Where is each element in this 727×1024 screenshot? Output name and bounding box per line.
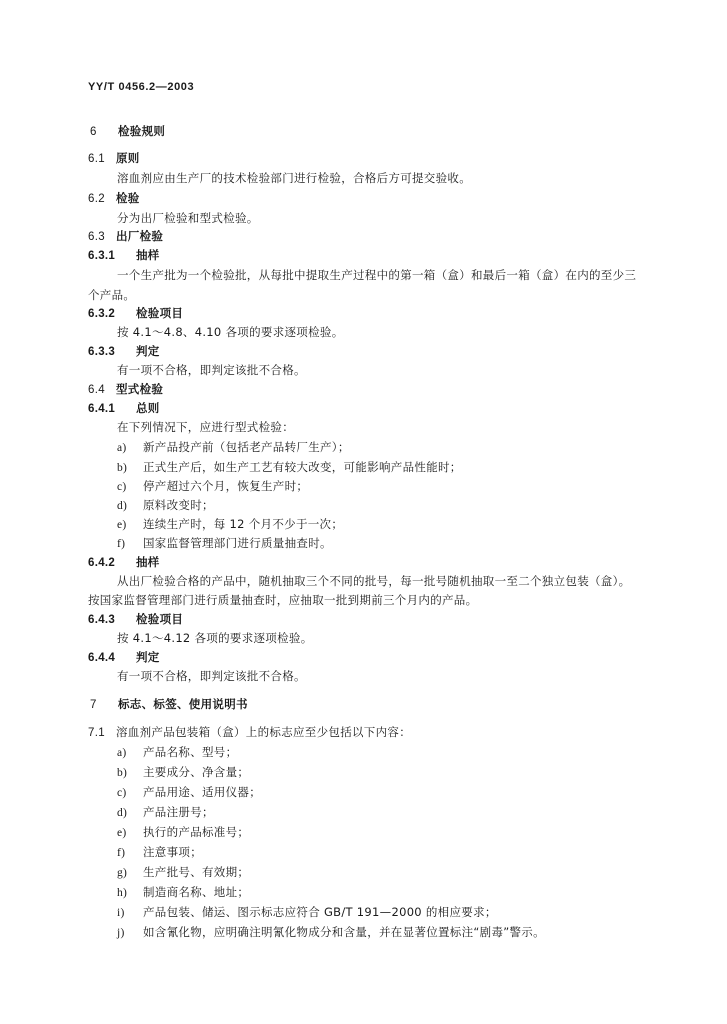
section-number: 6.4.3 (88, 614, 116, 626)
list-item (117, 745, 237, 760)
section-6-3-1-heading (88, 248, 160, 263)
section-6-3-1-text-line1: 一个生产批为一个检验批，从每批中提取生产过程中的第一箱（盒）和最后一箱（盒）在内的至少三 (117, 268, 637, 282)
list-item (117, 479, 308, 494)
list-item-mark: b) (117, 767, 128, 779)
section-6-1-heading (88, 151, 140, 166)
section-title: 出厂检验 (116, 229, 164, 243)
list-item-text: 原料改变时； (143, 498, 214, 512)
list-item-mark: j) (117, 927, 125, 939)
section-number: 6.4.4 (88, 652, 116, 664)
section-7-1-text: 溶血剂产品包装箱（盒）上的标志应至少包括以下内容： (116, 725, 411, 739)
list-item (117, 825, 249, 840)
list-item-text: 产品包装、储运、图示标志应符合 GB/T 191—2000 的相应要求； (143, 905, 497, 919)
section-6-4-1-intro: 在下列情况下，应进行型式检验： (117, 420, 294, 434)
section-title: 总则 (136, 401, 160, 415)
list-item (117, 925, 545, 940)
section-6-3-2-text: 按 4.1～4.8、4.10 各项的要求逐项检验。 (117, 325, 344, 339)
list-item-text: 如含氰化物，应明确注明氰化物成分和含量，并在显著位置标注“剧毒”警示。 (143, 925, 545, 939)
section-title: 抽样 (136, 248, 160, 262)
section-title: 检验项目 (136, 306, 184, 320)
section-title: 判定 (136, 344, 160, 358)
section-title: 型式检验 (116, 382, 164, 396)
list-item-text: 国家监督管理部门进行质量抽查时。 (143, 536, 332, 550)
list-item-text: 制造商名称、地址； (143, 885, 250, 899)
section-number: 6.3.2 (88, 308, 116, 320)
section-number: 6.2 (88, 193, 105, 205)
list-item (117, 885, 249, 900)
list-item-text: 主要成分、净含量； (143, 765, 250, 779)
section-title: 判定 (136, 650, 160, 664)
list-item (117, 845, 202, 860)
list-item-mark: f) (117, 538, 126, 550)
list-item-mark: d) (117, 807, 128, 819)
section-6-2-text: 分为出厂检验和型式检验。 (117, 211, 259, 225)
list-item (117, 905, 497, 920)
list-item-mark: h) (117, 887, 128, 899)
list-item-mark: b) (117, 462, 128, 474)
list-item-mark: a) (117, 747, 127, 759)
section-number: 6.1 (88, 153, 105, 165)
list-item-mark: a) (117, 442, 127, 454)
section-6-4-4-text: 有一项不合格，即判定该批不合格。 (117, 669, 306, 683)
section-number: 7 (90, 699, 97, 711)
section-6-heading (90, 124, 165, 139)
section-title: 检验 (116, 191, 140, 205)
section-number: 6.3.3 (88, 346, 116, 358)
section-number: 6.4.1 (88, 403, 116, 415)
section-7-heading (90, 697, 248, 712)
list-item-mark: c) (117, 481, 127, 493)
section-6-3-heading (88, 229, 163, 244)
list-item-text: 生产批号、有效期； (143, 865, 250, 879)
list-item-text: 新产品投产前（包括老产品转厂生产）； (143, 440, 350, 454)
list-item-text: 产品用途、适用仪器； (143, 785, 261, 799)
section-6-4-4-heading (88, 650, 160, 665)
section-title: 原则 (116, 151, 140, 165)
section-number: 6.3 (88, 231, 105, 243)
section-number: 6.4 (88, 384, 105, 396)
list-item-text: 注意事项； (143, 845, 202, 859)
section-6-4-3-heading (88, 612, 183, 627)
list-item (117, 460, 462, 475)
section-6-1-text: 溶血剂应由生产厂的技术检验部门进行检验，合格后方可提交验收。 (117, 171, 471, 185)
section-title: 检验项目 (136, 612, 184, 626)
list-item-text: 连续生产时，每 12 个月不少于一次； (143, 517, 344, 531)
section-number: 6.4.2 (88, 557, 116, 569)
section-6-4-heading (88, 382, 163, 397)
section-6-3-2-heading (88, 306, 183, 321)
section-6-3-3-heading (88, 344, 160, 359)
section-number: 6.3.1 (88, 250, 116, 262)
section-title: 检验规则 (118, 124, 166, 138)
list-item (117, 805, 214, 820)
list-item (117, 498, 214, 513)
list-item-mark: c) (117, 787, 127, 799)
list-item-text: 正式生产后，如生产工艺有较大改变，可能影响产品性能时； (143, 460, 462, 474)
list-item-text: 停产超过六个月，恢复生产时； (143, 479, 309, 493)
section-6-4-1-heading (88, 401, 160, 416)
section-number: 6 (90, 126, 97, 138)
section-6-4-2-text-line1: 从出厂检验合格的产品中，随机抽取三个不同的批号，每一批号随机抽取一至二个独立包装（盒）。 (117, 574, 631, 588)
list-item (117, 785, 261, 800)
list-item-mark: e) (117, 519, 127, 531)
list-item (117, 765, 249, 780)
list-item (117, 440, 350, 455)
list-item-mark: d) (117, 500, 128, 512)
section-6-3-3-text: 有一项不合格，即判定该批不合格。 (117, 363, 306, 377)
section-6-4-2-text-line2: 按国家监督管理部门进行质量抽查时，应抽取一批到期前三个月内的产品。 (88, 593, 478, 607)
section-6-4-2-heading (88, 555, 160, 570)
list-item-text: 产品注册号； (143, 805, 214, 819)
list-item-mark: g) (117, 867, 128, 879)
section-6-3-1-text-line2: 个产品。 (88, 288, 136, 302)
list-item (117, 536, 332, 551)
section-number: 7.1 (88, 727, 105, 739)
section-7-1-heading (88, 725, 411, 740)
list-item-mark: e) (117, 827, 127, 839)
list-item-mark: f) (117, 847, 126, 859)
section-title: 抽样 (136, 555, 160, 569)
section-6-2-heading (88, 191, 140, 206)
section-6-4-3-text: 按 4.1～4.12 各项的要求逐项检验。 (117, 631, 313, 645)
list-item (117, 517, 343, 532)
section-title: 标志、标签、使用说明书 (118, 697, 248, 711)
list-item (117, 865, 249, 880)
list-item-text: 产品名称、型号； (143, 745, 238, 759)
list-item-text: 执行的产品标准号； (143, 825, 250, 839)
standard-code: YY/T 0456.2—2003 (88, 81, 195, 93)
list-item-mark: i) (117, 907, 125, 919)
